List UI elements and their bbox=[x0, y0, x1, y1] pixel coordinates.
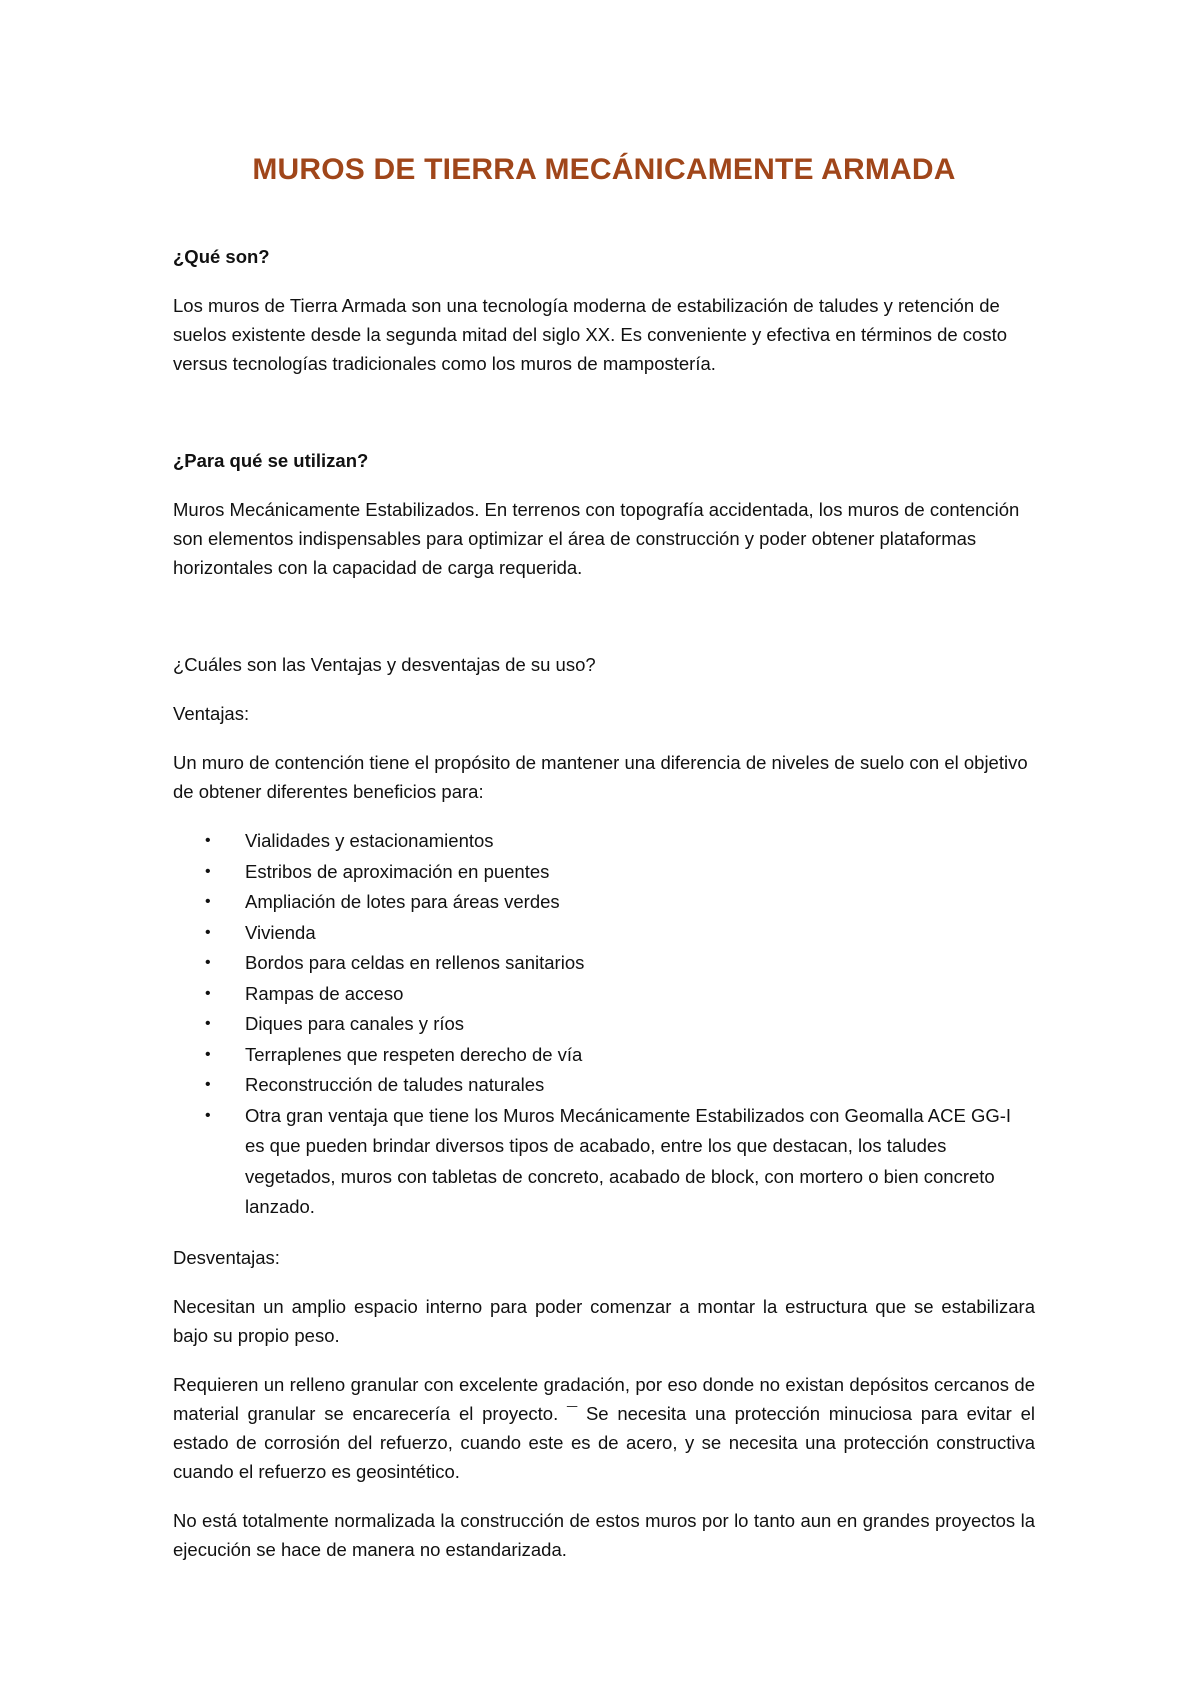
ventajas-list bbox=[173, 826, 1035, 1223]
list-item bbox=[205, 1101, 1035, 1223]
list-item bbox=[205, 918, 1035, 949]
list-item-text: Rampas de acceso bbox=[245, 982, 404, 1004]
bullet-icon: • bbox=[205, 832, 211, 849]
paragraph-ventajas-intro: Un muro de contención tiene el propósito de mantener una diferencia de niveles de suelo con el objetivo de obtener diferentes beneficios para: bbox=[173, 752, 1028, 802]
list-item-text: Otra gran ventaja que tiene los Muros Mecánicamente Estabilizados con Geomalla ACE GG-I es que pueden brindar diversos tipos de acabado, entre los que destacan, los taludes vegetados, muros con tabletas de concreto, acabado de block, con mortero o bien concreto lanzado. bbox=[245, 1104, 1012, 1217]
bullet-icon: • bbox=[205, 1106, 211, 1124]
list-item bbox=[205, 1070, 1035, 1101]
label-ventajas: Ventajas: bbox=[173, 703, 250, 724]
list-item-text: Bordos para celdas en rellenos sanitarios bbox=[245, 952, 585, 973]
bullet-icon: • bbox=[205, 923, 211, 941]
bullet-icon: • bbox=[205, 1045, 211, 1063]
heading-que-son: ¿Qué son? bbox=[173, 246, 270, 267]
bullet-icon: • bbox=[205, 862, 211, 880]
paragraph-que-son: Los muros de Tierra Armada son una tecnología moderna de estabilización de taludes y retención de suelos existente desde la segunda mitad del siglo XX. Es conveniente y efectiva en términos de costo versus tecnologías tradicionales como los muros de mampostería. bbox=[173, 295, 1008, 374]
list-item bbox=[205, 826, 1035, 857]
list-item-text: Diques para canales y ríos bbox=[245, 1013, 465, 1034]
heading-para-que: ¿Para qué se utilizan? bbox=[173, 450, 369, 471]
list-item bbox=[205, 857, 1035, 888]
list-item-text: Reconstrucción de taludes naturales bbox=[245, 1074, 545, 1095]
paragraph-desventajas-1: Necesitan un amplio espacio interno para poder comenzar a montar la estructura que se estabilizara bajo su propio peso. bbox=[173, 1295, 1035, 1346]
list-item-text: Vivienda bbox=[245, 921, 316, 943]
paragraph-para-que: Muros Mecánicamente Estabilizados. En terrenos con topografía accidentada, los muros de contención son elementos indispensables para optimizar el área de construcción y poder obtener plataformas horizontales con la capacidad de carga requerida. bbox=[173, 499, 1020, 578]
list-item-text: Estribos de aproximación en puentes bbox=[245, 860, 550, 882]
list-item-text: Ampliación de lotes para áreas verdes bbox=[245, 891, 560, 912]
bullet-icon: • bbox=[205, 954, 211, 971]
heading-ventajas-desventajas: ¿Cuáles son las Ventajas y desventajas de su uso? bbox=[173, 654, 596, 675]
paragraph-desventajas-2: Requieren un relleno granular con excelente gradación, por eso donde no existan depósitos cercanos de material granular se encarecería el proyecto. ¯ Se necesita una protección minuciosa para evitar el estado de corrosión del refuerzo, cuando este es de acero, y se necesita una protección constructiva cuando el refuerzo es geosintético. bbox=[173, 1373, 1035, 1482]
list-item bbox=[205, 948, 1035, 979]
bullet-icon: • bbox=[205, 1076, 211, 1093]
page-title: MUROS DE TIERRA MECÁNICAMENTE ARMADA bbox=[252, 153, 956, 186]
list-item bbox=[205, 887, 1035, 918]
list-item bbox=[205, 1040, 1035, 1071]
list-item-text: Terraplenes que respeten derecho de vía bbox=[245, 1043, 583, 1065]
bullet-icon: • bbox=[205, 1015, 211, 1032]
list-item-text: Vialidades y estacionamientos bbox=[245, 830, 494, 851]
paragraph-desventajas-3: No está totalmente normalizada la construcción de estos muros por lo tanto aun en grandes proyectos la ejecución se hace de manera no estandarizada. bbox=[173, 1509, 1035, 1560]
label-desventajas: Desventajas: bbox=[173, 1246, 280, 1268]
document-body bbox=[173, 150, 1035, 1584]
list-item bbox=[205, 979, 1035, 1010]
list-item bbox=[205, 1009, 1035, 1040]
bullet-icon: • bbox=[205, 893, 211, 910]
bullet-icon: • bbox=[205, 984, 211, 1002]
